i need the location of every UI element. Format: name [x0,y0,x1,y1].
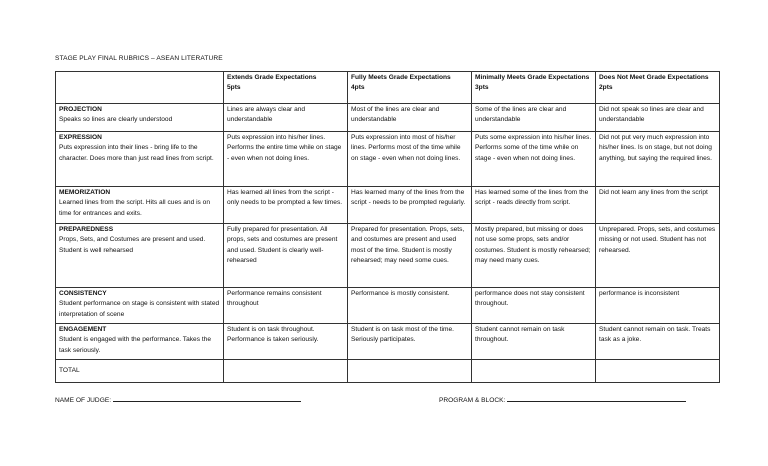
header-extends [224,72,348,104]
row-engagement [56,324,720,360]
total-cell[interactable] [596,360,720,383]
rubric-cell: Prepared for presentation. Props, sets, and costumes are present and used most of the time. Student is mostly rehearsed; may need some cues. [348,224,472,288]
header-title: Extends Grade Expectations [227,74,317,81]
criteria-description: Student is engaged with the performance. Takes the task seriously. [59,336,211,354]
criteria-description: Puts expression into their lines - bring life to the character. Does more than just read lines from script. [59,144,214,162]
rubric-cell: Puts expression into his/her lines. Performs the entire time while on stage - even when not doing lines. [224,132,348,187]
criteria-cell [56,132,224,187]
header-row [56,72,720,104]
header-title: Fully Meets Grade Expectations [351,74,451,81]
rubric-table [55,71,720,383]
program-block-line[interactable] [507,395,686,402]
row-preparedness [56,224,720,288]
criteria-description: Learned lines from the script. Hits all cues and is on time for entrances and exits. [59,199,210,217]
header-title: Minimally Meets Grade Expectations [475,74,590,81]
rubric-cell: Puts some expression into his/her lines. Performs some of the time while on stage - even when not doing lines. [472,132,596,187]
rubric-cell: Has learned many of the lines from the script - needs to be prompted regularly. [348,187,472,224]
total-cell[interactable] [348,360,472,383]
judge-signature [55,395,301,404]
header-does-not-meet [596,72,720,104]
rubric-cell: Performance is mostly consistent. [348,288,472,324]
rubric-cell: Unprepared. Props, sets, and costumes missing or not used. Student has not rehearsed. [596,224,720,288]
criteria-description: Student performance on stage is consistent with stated interpretation of scene [59,300,220,318]
criteria-cell [56,104,224,132]
rubric-cell: Did not speak so lines are clear and understandable [596,104,720,132]
criteria-description: Speaks so lines are clearly understood [59,116,173,124]
rubric-cell: Has learned all lines from the script - only needs to be prompted a few times. [224,187,348,224]
row-total [56,360,720,383]
row-projection [56,104,720,132]
header-title: Does Not Meet Grade Expectations [599,74,709,81]
header-criteria-cell [56,72,224,104]
criteria-name: MEMORIZATION [59,189,111,196]
rubric-cell: Has learned some of the lines from the script - reads directly from script. [472,187,596,224]
header-points: 5pts [227,84,241,92]
criteria-name: PREPAREDNESS [59,226,114,233]
criteria-name: EXPRESSION [59,134,102,141]
total-cell[interactable] [472,360,596,383]
row-expression [56,132,720,187]
program-signature [439,395,686,404]
header-fully-meets [348,72,472,104]
total-label: TOTAL [56,360,224,383]
rubric-cell: Mostly prepared, but missing or does not use some props, sets and/or costumes. Student is mostly rehearsed; may need many cues. [472,224,596,288]
criteria-cell [56,224,224,288]
criteria-cell [56,288,224,324]
rubric-cell: Fully prepared for presentation. All props, sets and costumes are present and used. Student is clearly well-rehearsed [224,224,348,288]
header-points: 2pts [599,84,613,92]
rubric-cell: Most of the lines are clear and understandable [348,104,472,132]
rubric-cell: Lines are always clear and understandable [224,104,348,132]
criteria-description: Props, Sets, and Costumes are present and used. Student is well rehearsed [59,236,206,254]
criteria-name: PROJECTION [59,106,102,113]
total-cell[interactable] [224,360,348,383]
row-consistency [56,288,720,324]
header-minimally-meets [472,72,596,104]
judge-label: NAME OF JUDGE: [55,397,112,404]
rubric-cell: Student is on task most of the time. Seriously participates. [348,324,472,360]
row-memorization [56,187,720,224]
criteria-cell [56,324,224,360]
program-label: PROGRAM & BLOCK: [439,397,506,404]
criteria-cell [56,187,224,224]
judge-name-line[interactable] [113,395,301,402]
criteria-name: CONSISTENCY [59,290,107,297]
document-title: STAGE PLAY FINAL RUBRICS – ASEAN LITERATURE [55,55,223,62]
rubric-cell: Student is on task throughout. Performance is taken seriously. [224,324,348,360]
rubric-cell: performance does not stay consistent throughout. [472,288,596,324]
criteria-name: ENGAGEMENT [59,326,107,333]
rubric-cell: Puts expression into most of his/her lines. Performs most of the time while on stage - even when not doing lines. [348,132,472,187]
rubric-cell: Did not learn any lines from the script [596,187,720,224]
rubric-cell: Performance remains consistent throughout [224,288,348,324]
rubric-cell: Some of the lines are clear and understandable [472,104,596,132]
rubric-cell: performance is inconsistent [596,288,720,324]
header-points: 3pts [475,84,489,92]
header-points: 4pts [351,84,365,92]
rubric-cell: Did not put very much expression into his/her lines. Is on stage, but not doing anything, but saying the required lines. [596,132,720,187]
rubric-cell: Student cannot remain on task throughout. [472,324,596,360]
rubric-cell: Student cannot remain on task. Treats task as a joke. [596,324,720,360]
